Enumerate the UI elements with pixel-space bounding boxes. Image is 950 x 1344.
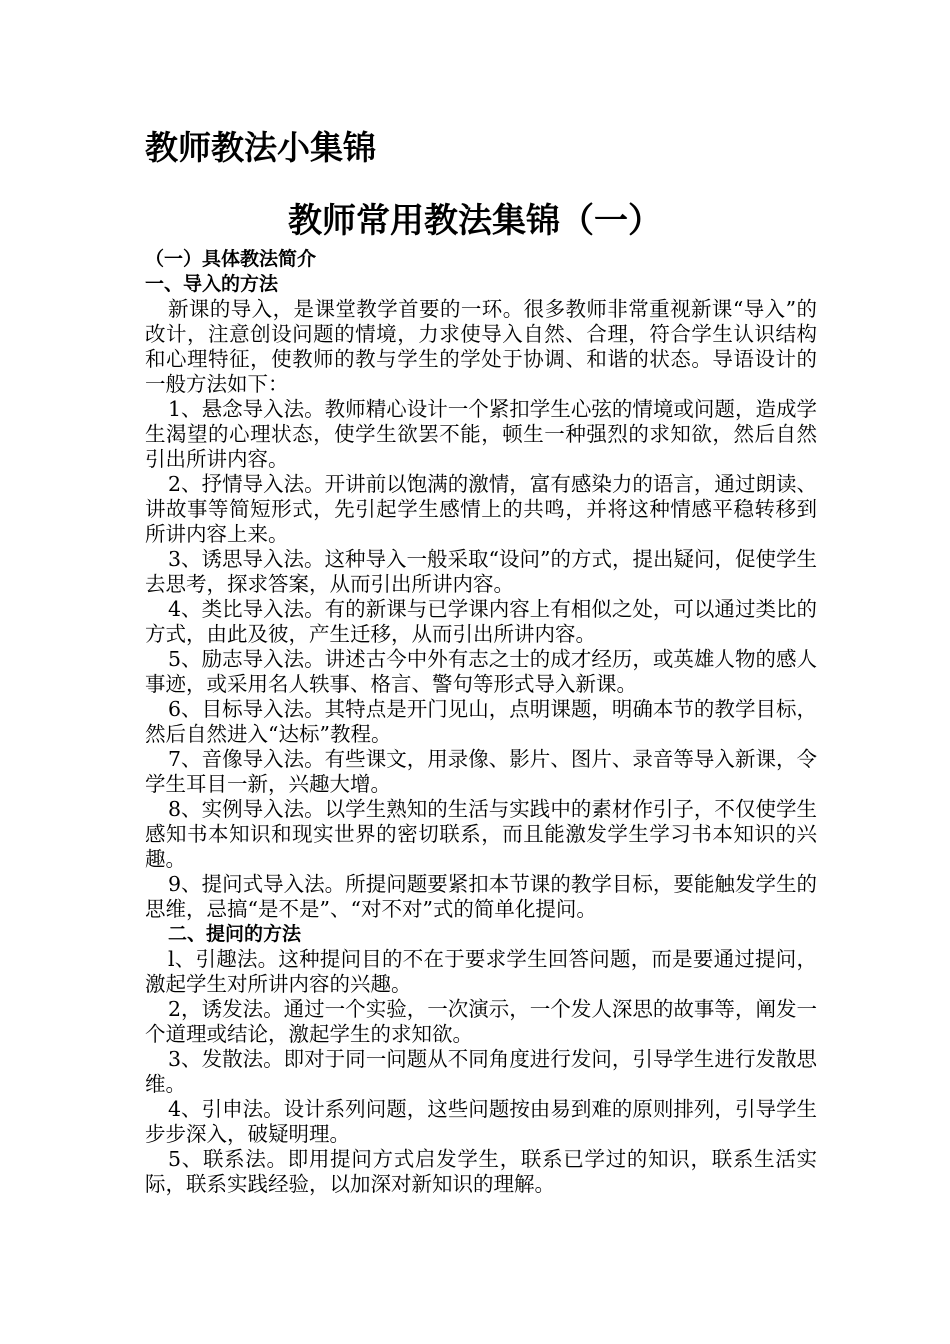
list-item: 4、引申法。设计系列问题，这些问题按由易到难的原则排列，引导学生步步深入，破疑明理。 (145, 1097, 817, 1146)
document-body (145, 247, 817, 1197)
list-item: 2，诱发法。通过一个实验，一次演示，一个发人深思的故事等，阐发一个道理或结论，激起学生的求知欲。 (145, 997, 817, 1046)
list-item: 7、音像导入法。有些课文，用录像、影片、图片、录音等导入新课，令学生耳目一新，兴趣大增。 (145, 747, 817, 796)
list-item: 3、诱思导入法。这种导入一般采取“设问”的方式，提出疑问，促使学生去思考，探求答案，从而引出所讲内容。 (145, 547, 818, 596)
section-title: 教师常用教法集锦（一） (288, 201, 662, 241)
list-item: 6、目标导入法。其特点是开门见山，点明课题，明确本节的教学目标，然后自然进入“达标”教程。 (145, 697, 817, 746)
part1-heading: 一、导入的方法 (145, 273, 279, 295)
list-item: 5、励志导入法。讲述古今中外有志之士的成才经历，或英雄人物的感人事迹，或采用名人轶事、格言、警句等形式导入新课。 (145, 647, 817, 696)
list-item: 8、实例导入法。以学生熟知的生活与实践中的素材作引子，不仅使学生感知书本知识和现实世界的密切联系，而且能激发学生学习书本知识的兴趣。 (145, 797, 817, 871)
list-item: 3、发散法。即对于同一问题从不同角度进行发问，引导学生进行发散思维。 (145, 1047, 817, 1096)
list-item: l、引趣法。这种提问目的不在于要求学生回答问题，而是要通过提问，激起学生对所讲内容的兴趣。 (145, 947, 817, 996)
list-item: 9、提问式导入法。所提问题要紧扣本节课的教学目标，要能触发学生的思维，忌搞“是不是”、“对不对”式的简单化提问。 (145, 872, 817, 921)
part2-heading: 二、提问的方法 (168, 923, 302, 945)
list-item: 1、悬念导入法。教师精心设计一个紧扣学生心弦的情境或问题，造成学生渴望的心理状态，使学生欲罢不能，顿生一种强烈的求知欲，然后自然引出所讲内容。 (145, 397, 817, 471)
list-item: 5、联系法。即用提问方式启发学生，联系已学过的知识，联系生活实际，联系实践经验，以加深对新知识的理解。 (145, 1147, 817, 1196)
document-title: 教师教法小集锦 (145, 128, 376, 167)
list-item: 2、抒情导入法。开讲前以饱满的激情，富有感染力的语言，通过朗读、讲故事等简短形式，先引起学生感情上的共鸣，并将这种情感平稳转移到所讲内容上来。 (145, 472, 817, 546)
subsection-heading: （一）具体教法简介 (145, 248, 317, 270)
list-item: 4、类比导入法。有的新课与已学课内容上有相似之处，可以通过类比的方式，由此及彼，产生迁移，从而引出所讲内容。 (145, 597, 817, 646)
part1-intro-paragraph: 新课的导入，是课堂教学首要的一环。很多教师非常重视新课“导入”的改计，注意创设问题的情境，力求使导入自然、合理，符合学生认识结构和心理特征，使教师的教与学生的学处于协调、和谐的状态。导语设计的一般方法如下： (145, 297, 817, 396)
